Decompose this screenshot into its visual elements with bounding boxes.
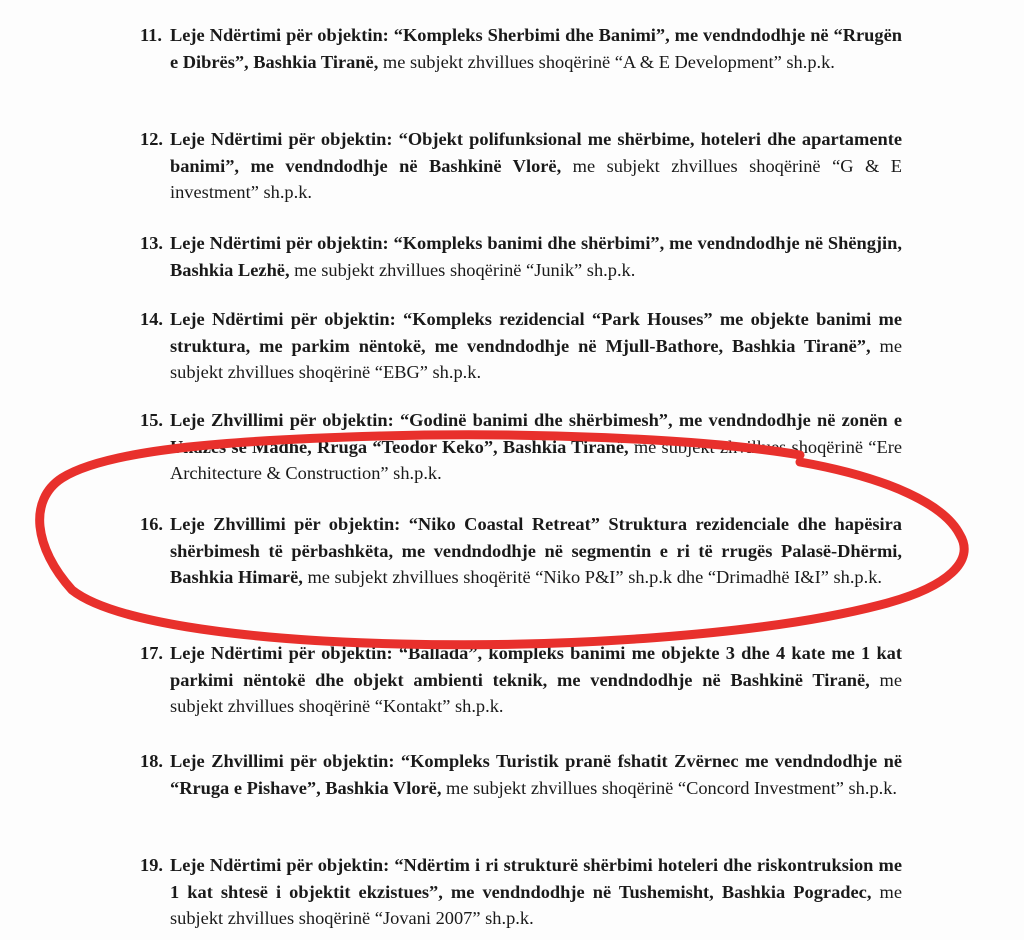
- item-text: me subjekt zhvillues shoqëritë “Niko P&I” sh.p.k dhe “Drimadhë I&I” sh.p.k.: [302, 567, 883, 587]
- item-bold-text: Leje Ndërtimi për objektin: “Kompleks banimi dhe shërbimi”, me vendndodhje në Shëngjin, Bashkia Lezhë,: [170, 233, 902, 280]
- item-number: 11.: [140, 25, 162, 45]
- item-number: 18.: [140, 751, 163, 771]
- item-number: 15.: [140, 410, 163, 430]
- item-bold-text: Leje Ndërtimi për objektin: “Ndërtim i ri strukturë shërbimi hoteleri dhe riskontruksion me 1 kat shtesë i objektit ekzistues”, me vendndodhje në Tushemisht, Bashkia Pogradec,: [170, 855, 902, 902]
- item-text: me subjekt zhvillues shoqërinë “Ere Architecture & Construction” sh.p.k.: [170, 436, 902, 483]
- item-bold-text: Leje Ndërtimi për objektin: “Objekt polifunksional me shërbime, hoteleri dhe apartamente banimi”, me vendndodhje në Bashkinë Vlorë,: [170, 129, 902, 176]
- item-text: me subjekt zhvillues shoqërinë “Kontakt” sh.p.k.: [170, 669, 902, 716]
- item-bold-text: Leje Zhvillimi për objektin: “Godinë banimi dhe shërbimesh”, me vendndodhje në zonën e Unazës së Madhe, Rruga “Teodor Keko”, Bashkia Tiranë,: [170, 410, 902, 457]
- item-bold-text: Leje Ndërtimi për objektin: “Kompleks Sherbimi dhe Banimi”, me vendndodhje në “Rrugën e Dibrës”, Bashkia Tiranë,: [170, 25, 902, 72]
- list-item: [140, 640, 902, 720]
- item-number: 12.: [140, 129, 163, 149]
- item-number: 16.: [140, 514, 163, 534]
- list-item: [140, 407, 902, 487]
- list-item: [140, 852, 902, 932]
- item-text: me subjekt zhvillues shoqërinë “A & E Development” sh.p.k.: [378, 51, 835, 72]
- item-bold-text: Leje Ndërtimi për objektin: “Ballada”, kompleks banimi me objekte 3 dhe 4 kate me 1 kat parkimi nëntokë dhe objekt ambienti teknik, me vendndodhje në Bashkinë Tiranë,: [170, 643, 902, 690]
- list-item: [140, 22, 902, 75]
- list-item: [140, 306, 902, 386]
- item-number: 14.: [140, 309, 163, 329]
- item-number: 19.: [140, 855, 163, 875]
- item-bold-text: Leje Ndërtimi për objektin: “Kompleks rezidencial “Park Houses” me objekte banimi me struktura, me parkim nëntokë, me vendndodhje në Mjull-Bathore, Bashkia Tiranë”,: [170, 309, 902, 356]
- item-text: me subjekt zhvillues shoqërinë “G & E investment” sh.p.k.: [170, 155, 902, 202]
- item-text: me subjekt zhvillues shoqërinë “EBG” sh.p.k.: [170, 335, 902, 382]
- item-number: 13.: [140, 233, 163, 253]
- item-bold-text: Leje Zhvillimi për objektin: “Kompleks Turistik pranë fshatit Zvërnec me vendndodhje në “Rruga e Pishave”, Bashkia Vlorë,: [170, 751, 902, 798]
- item-number: 17.: [140, 643, 163, 663]
- item-text: me subjekt zhvillues shoqërinë “Junik” sh.p.k.: [289, 259, 636, 280]
- list-item: [140, 230, 902, 283]
- item-text: me subjekt zhvillues shoqërinë “Concord Investment” sh.p.k.: [441, 777, 898, 798]
- list-item: [140, 748, 902, 801]
- list-item: [140, 126, 902, 206]
- item-bold-text: Leje Zhvillimi për objektin: “Niko Coastal Retreat” Struktura rezidenciale dhe hapësira shërbimesh të përbashkëta, me vendndodhje në segmentin e ri të rrugës Palasë-Dhërmi, Bashkia Himarë,: [170, 514, 902, 587]
- item-text: me subjekt zhvillues shoqërinë “Jovani 2007” sh.p.k.: [170, 881, 902, 928]
- list-item: [140, 511, 902, 591]
